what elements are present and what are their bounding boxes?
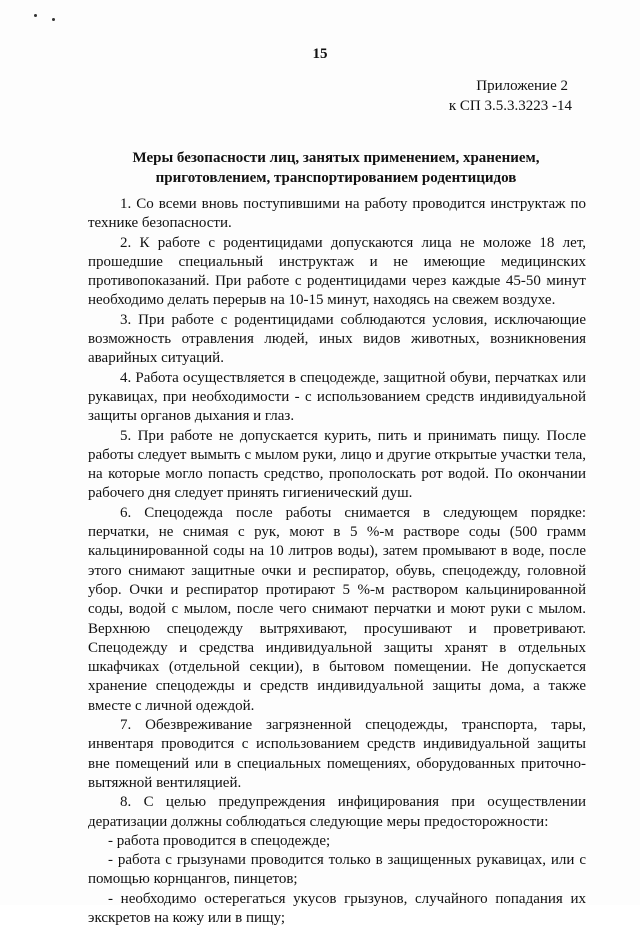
paragraph-4: 4. Работа осуществляется в спецодежде, защитной обуви, перчатках или рукавицах, при необходимости - с использованием средств индивидуальной защиты органов дыхания и глаз. bbox=[88, 369, 586, 425]
paragraph-6: 6. Спецодежда после работы снимается в следующем порядке: перчатки, не снимая с рук, моют в 5 %-м растворе соды (500 грамм кальцинированной соды на 10 литров воды), затем промывают в воде, после этого снимают защитные очки и респиратор, обувь, спецодежду, головной убор. Очки и респиратор протирают 5 %-м раствором кальцинированной соды, водой с мылом, после чего снимают перчатки и моют руки с мылом. Верхнюю спецодежду вытряхивают, просушивают и проветривают. Спецодежду и средства индивидуальной защиты хранят в отдельных шкафчиках (отдельной секции), в бытовом помещении. Не допускается хранение спецодежды и средств индивидуальной защиты дома, а также вместе с личной одеждой. bbox=[88, 504, 586, 714]
scan-speck bbox=[52, 18, 55, 21]
page-number: 15 bbox=[312, 46, 328, 62]
title-line: приготовлением, транспортированием родентицидов bbox=[155, 170, 517, 186]
paragraph-2: 2. К работе с родентицидами допускаются лица не моложе 18 лет, прошедшие специальный инструктаж и не имеющие медицинских противопоказаний. При работе с родентицидами через каждые 45-50 минут необходимо делать перерыв на 10-15 минут, находясь на свежем воздухе. bbox=[88, 234, 586, 309]
paragraph-3: 3. При работе с родентицидами соблюдаются условия, исключающие возможность отравления людей, иных видов животных, возникновения аварийных ситуаций. bbox=[88, 311, 586, 367]
title-line: Меры безопасности лиц, занятых применением, хранением, bbox=[132, 150, 540, 166]
paragraph-1: 1. Со всеми вновь поступившими на работу проводится инструктаж по технике безопасности. bbox=[88, 196, 586, 232]
list-item: - работа проводится в спецодежде; bbox=[108, 832, 331, 849]
appendix-document-ref: к СП 3.5.3.3223 -14 bbox=[448, 98, 572, 114]
list-item: - необходимо остерегаться укусов грызунов, случайного попадания их экскретов на кожу или в пищу; bbox=[88, 890, 586, 926]
paragraph-5: 5. При работе не допускается курить, пить и принимать пищу. После работы следует вымыть с мылом руки, лицо и другие открытые участки тела, на которые могло попасть средство, прополоскать рот водой. По окончании рабочего дня следует принять гигиенический душ. bbox=[88, 427, 586, 502]
list-item: - работа с грызунами проводится только в защищенных рукавицах, или с помощью корнцангов, пинцетов; bbox=[88, 852, 586, 888]
document-title bbox=[88, 148, 584, 188]
paragraph-7: 7. Обезвреживание загрязненной спецодежды, транспорта, тары, инвентаря проводится с использованием средств индивидуальной защиты вне помещений или в специальных помещениях, оборудованных приточно-вытяжной вентиляцией. bbox=[88, 717, 586, 791]
scan-speck bbox=[34, 14, 37, 17]
appendix-reference bbox=[448, 76, 572, 116]
appendix-label: Приложение 2 bbox=[476, 78, 568, 94]
paragraph-8: 8. С целью предупреждения инфицирования при осуществлении дератизации должны соблюдаться следующие меры предосторожности: bbox=[88, 794, 586, 830]
document-body bbox=[88, 195, 586, 928]
